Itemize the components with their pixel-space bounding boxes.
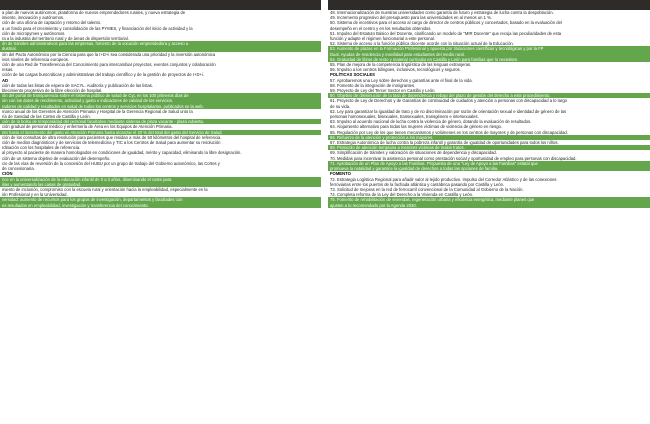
list-item: resas. (2, 67, 14, 73)
list-item: de concesionaria. (2, 166, 35, 172)
list-item: 61. Proyecto de Ley de Derechos y de Garantías de continuidad de cuidados y atención a personas con discapacidad a lo largo (330, 98, 567, 104)
highlighted-list-item: ción de la bolsa de temporalidad del personal facultativo mediante sistema de plaza vacante - plaza cubierta. (0, 119, 321, 124)
list-item: ción gradual de personal médico y enfermería de Área en los Equipos de Atención Primaria. (2, 124, 173, 130)
list-item: 49. Incremento progresivo del presupuesto para las universidades en al menos un 1 %. (330, 15, 493, 21)
highlighted-list-item: ilias y aumentando las casas de gratuidad. (0, 182, 321, 187)
column-divider (321, 0, 328, 424)
list-item: ivos niveles de referencia europeos. (2, 56, 70, 62)
highlighted-list-item: nto hasta el incremento del gasto en Atención Primaria hasta alcanzar el 20 % del total del gasto del Servicio de Salud. (0, 130, 321, 135)
list-item: ión del Pacto Autonómico por la Ciencia para que la I+D+i sea considerada una prioridad y la inversión autonómica (2, 51, 216, 57)
right-list (328, 10, 650, 208)
list-item: cio de las vías de reversión de la concesión del HUBU por un grupo de trabajo del Gobierno autonómico, las Cortes y (2, 160, 220, 166)
list-item: de su vida. (330, 103, 351, 109)
highlighted-list-item: ajusten a lo recomendado por la Agenda 2030. (328, 203, 650, 208)
highlighted-list-item: versidad: aumento de recursos para los grupos de investigación, departamentos y facultades con (0, 197, 321, 202)
section-heading: CIÓN (2, 171, 13, 177)
list-item: 59. Proyecto de Ley del Tercer Sector en Castilla y León. (330, 88, 436, 94)
list-item: ción de una oficina de captación y retorno del talento. (2, 20, 102, 26)
list-item: 67. Estrategia Autonómica de lucha contra la pobreza infantil y garantía de igualdad de oportunidades para todos los niños. (330, 140, 559, 146)
left-column (0, 0, 321, 424)
highlighted-list-item: 66. Refuerzo de la atención y protección a los mayores. (328, 135, 650, 140)
list-item: ferroviarias entre los puertos de la fachada atlántica y cantábrica pasando por Castilla y León. (330, 181, 505, 187)
list-item: 70. Medidas para incentivar la asistencia personal como prestación social y oportunidad de empleo para personas con discapacidad. (330, 155, 577, 161)
section-heading: AD (2, 77, 9, 83)
highlighted-list-item: 68. Protocolo de atención temprana a menores víctimas de malos tratos. (328, 145, 650, 150)
list-item: 57. Aprobaremos una Ley sobre derechos y garantías ante el final de la vida. (330, 77, 473, 83)
list-item: 74. Completa reforma de la Ley del Derecho a la Vivienda en Castilla y León. (330, 192, 474, 198)
highlighted-list-item: 54. Gratuidad de libros de texto y material curricular en Castilla y León para familias que lo necesiten. (328, 57, 650, 62)
highlighted-list-item: 53. Aumento de plazas en la Formación Profesional y apuesta por titulaciones científicas y tecnológicas y por la FP (328, 46, 650, 51)
highlighted-list-item: es resultados en empleabilidad, investigación y transferencia del conocimiento. (0, 203, 321, 208)
highlighted-list-item: ón de trámites administrativos para las empresas, fomento de la vocación emprendedora y acceso a (0, 41, 321, 46)
list-item: 64. Alojamiento alternativo para todas las mujeres víctimas de violencia de género en riesgo. (330, 124, 503, 130)
list-item: ción de los consultas de ultra resolución para pacientes que residan a más de 50 kilómetros del hospital de referencia. (2, 134, 222, 140)
list-item: ción de un sistema objetivo de evaluación del desempeño. (2, 155, 111, 161)
top-band (0, 0, 321, 10)
list-item: rdinación con los hospitales de referencia. (2, 145, 81, 151)
list-item: 73. Solicitud de mejoras en la red de ferrocarril convencional de la Comunidad al Gobierno de la Nación. (330, 186, 524, 192)
highlighted-list-item: 71. Aprobación de un Plan de Apoyo a las Familias. Propuesta de una "Ley de Apoyo a las Familias" estatal que (328, 161, 650, 166)
list-item: ra a la industria del territorio rural y de áreas de dispersión territorial. (2, 36, 129, 42)
list-item: 55. Plan de mejora de la competencia lingüística de las lenguas extranjeras. (330, 62, 472, 68)
highlighted-list-item: ión con los datos de rendimiento, actividad y gasto e indicadores de calidad de los servicios. (0, 98, 321, 103)
left-list (0, 10, 321, 208)
list-item: ción de micropymes y autónomos. (2, 30, 66, 36)
list-item: ción de todas las listas de espera de SACYL. Auditoría y publicación de las listas. (2, 82, 154, 88)
highlighted-list-item: Dual. Ayudas de residencia y movilidad para estudiantes del medio rural. (328, 52, 650, 57)
list-item: desempeño en el centro y en los resultados obtenidos. (330, 25, 432, 31)
list-item: 48. Internacionalización de nuestras universidades como garantía de futuro y estrategia de lucha contra la despoblación. (330, 10, 554, 15)
list-item: 50. Sistema de incentivos para el acceso al cargo de director de centros públicos y concertados, basado en la evaluación del (330, 20, 562, 26)
list-item: 51. Impulso del Estatuto Básico del Docente, clarificando un modelo de "MIR Docente" que recoja las peculiaridades de esta (330, 30, 562, 36)
list-item: personas homosexuales, bisexuales, transexuales, transgénero e intersexuales. (330, 114, 479, 120)
highlighted-list-item: 75. Fomento de rehabilitación de viviendas, regeneración urbana y eficiencia energética, mediante planes que (328, 197, 650, 202)
list-item: al proyecto al paciente de manera homologados en condiciones de igualdad, mérito y capacidad, eliminando la libre designación. (2, 150, 242, 156)
list-item: marco anual de los Gerentes de Atención Primaria y Hospital de la Gerencia Regional de Salud unto la (2, 108, 193, 114)
top-band (328, 0, 650, 10)
highlighted-list-item: ión del portal de transparencia sobre el sistema público de salud de CyL en los 100 primeros días de (0, 93, 321, 98)
highlighted-list-item: 60. Objetivo de disminución de la tasa de dependencia y rebajo del plazo de gestión del derecho a este procedimiento. (328, 93, 650, 98)
list-item: imiento, innovación y autónomos. (2, 15, 65, 21)
section-heading: FOMENTO (330, 171, 351, 177)
list-item: a plan de nuevos autónomos, plataforma de nuevos emprendedores rurales, y nueva estrategia de (2, 10, 186, 15)
list-item: blecimiento progresivo de la libre elección de hospital. (2, 88, 103, 94)
list-item: 56. Impulso a los centros bilingües, inclusivos, tecnológicos y seguros. (330, 67, 461, 73)
list-item: función y adapte el régimen funcionarial a este personal. (330, 36, 435, 42)
list-item: 63. Impulso al acuerdo nacional de lucha contra la violencia de género, dotando la evaluación de resultados. (330, 119, 532, 125)
list-item: 58. Fomento de la integración de inmigrantes. (330, 82, 416, 88)
list-item: 52. Sistema de acceso a la función pública docente acorde con la situación actual de la Educación. (330, 41, 514, 47)
list-item: ción de una Red de Transferencia del Conocimiento para intercambiar proyectos, eventos conjuntos y colaboración (2, 62, 216, 68)
list-item: ción de medios diagnósticos y de servicios de telemedicina y TIC a los Centros de Salud para aumentar su resolución (2, 140, 221, 146)
list-item: a un fondo para el crecimiento y consolidación de las PYMES, y financiación del inicio de actividad y la (2, 25, 193, 31)
list-item: 65. Regulación por Ley de los que tienen mecanismos y volúmenes en los centros de mayores y de personas con discapacidad. (330, 129, 568, 135)
list-item: 62. Ley para garantizar la igualdad de trato y de no discriminación por razón de orientación sexual e identidad de género de las (330, 108, 567, 114)
highlighted-list-item: nce en la universalización de la educación infantil de 0 a 3 años, diseminando el coste para (0, 177, 321, 182)
section-heading: POLÍTICAS SOCIALES (330, 72, 375, 78)
list-item: ría de Sanidad de las Cortes de Castilla y León. (2, 114, 91, 120)
list-item: ión Profesional y en la Universidad. (2, 192, 68, 198)
highlighted-list-item: promueva la natalidad y garantice la igualdad de derechos a todas las opciones de familia. (328, 166, 650, 171)
highlighted-list-item: dustrial. (0, 46, 321, 51)
list-item: 72. Estrategia Logística Regional para añadir valor al tejido productivo. Impulso del Corredor Atlántico y de las conexiones (330, 176, 557, 182)
list-item: cción de las cargas burocráticas y administrativas del trabajo científico y de la gestión de proyectos de I+D+i. (2, 72, 205, 78)
highlighted-list-item: radores de calidad y resultados en salud de todos los centros y servicios hospitalarios, publicados en la web. (0, 104, 321, 109)
list-item: 69. Simplificación de trámites y valoración de situaciones de dependencia y discapacidad. (330, 150, 497, 156)
list-item: miento de inclusión, compromiso con la escuela rural y orientación hacia la empleabilidad, especialmente en la (2, 186, 208, 192)
right-column (328, 0, 650, 424)
